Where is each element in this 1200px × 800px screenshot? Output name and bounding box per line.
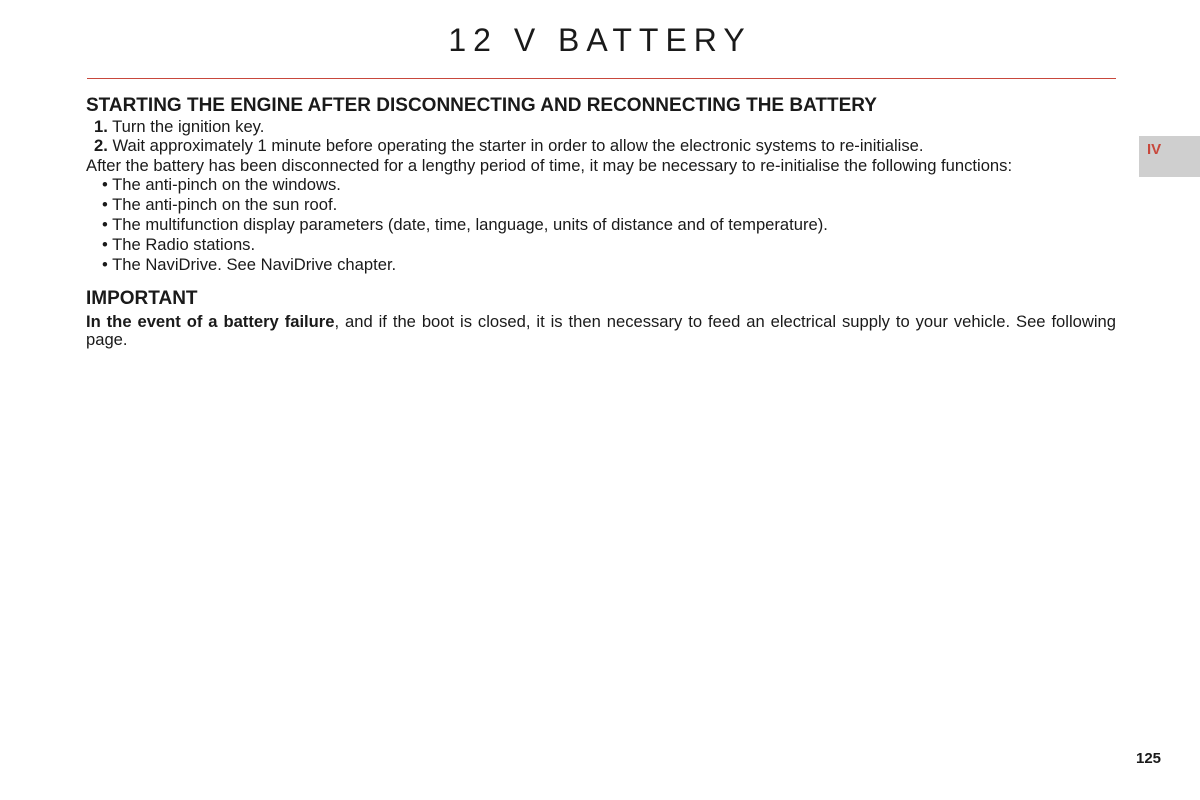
chapter-tab-label: IV	[1147, 141, 1162, 158]
step-text: Wait approximately 1 minute before operating the starter in order to allow the electronic systems to re-initialise.	[112, 136, 924, 155]
list-item: • The NaviDrive. See NaviDrive chapter.	[102, 255, 397, 274]
page-title: 12 V BATTERY	[448, 22, 752, 58]
step-number: 1.	[94, 117, 108, 136]
important-body: , and if the boot is closed, it is then necessary to feed an electrical supply to your vehicle. See following page.	[86, 312, 1117, 349]
title-divider	[87, 78, 1116, 79]
list-item: • The multifunction display parameters (date, time, language, units of distance and of temperature).	[102, 215, 828, 234]
list-item: • The anti-pinch on the windows.	[102, 175, 341, 194]
step-item	[94, 117, 1116, 136]
step-number: 2.	[94, 136, 108, 155]
section-heading: STARTING THE ENGINE AFTER DISCONNECTING AND RECONNECTING THE BATTERY	[86, 95, 877, 116]
step-text: Turn the ignition key.	[112, 117, 265, 136]
functions-list	[86, 175, 1116, 275]
intro-paragraph: After the battery has been disconnected for a lengthy period of time, it may be necessary to re-initialise the following functions:	[86, 156, 1013, 175]
important-paragraph	[86, 313, 1116, 349]
main-content	[86, 95, 1116, 349]
important-lead: In the event of a battery failure	[86, 312, 335, 331]
list-item: • The anti-pinch on the sun roof.	[102, 195, 338, 214]
step-item	[94, 136, 1116, 155]
steps-list	[86, 117, 1116, 155]
important-heading: IMPORTANT	[86, 288, 198, 309]
list-item: • The Radio stations.	[102, 235, 256, 254]
page-number: 125	[1136, 750, 1162, 767]
chapter-tab[interactable]	[1139, 136, 1200, 177]
